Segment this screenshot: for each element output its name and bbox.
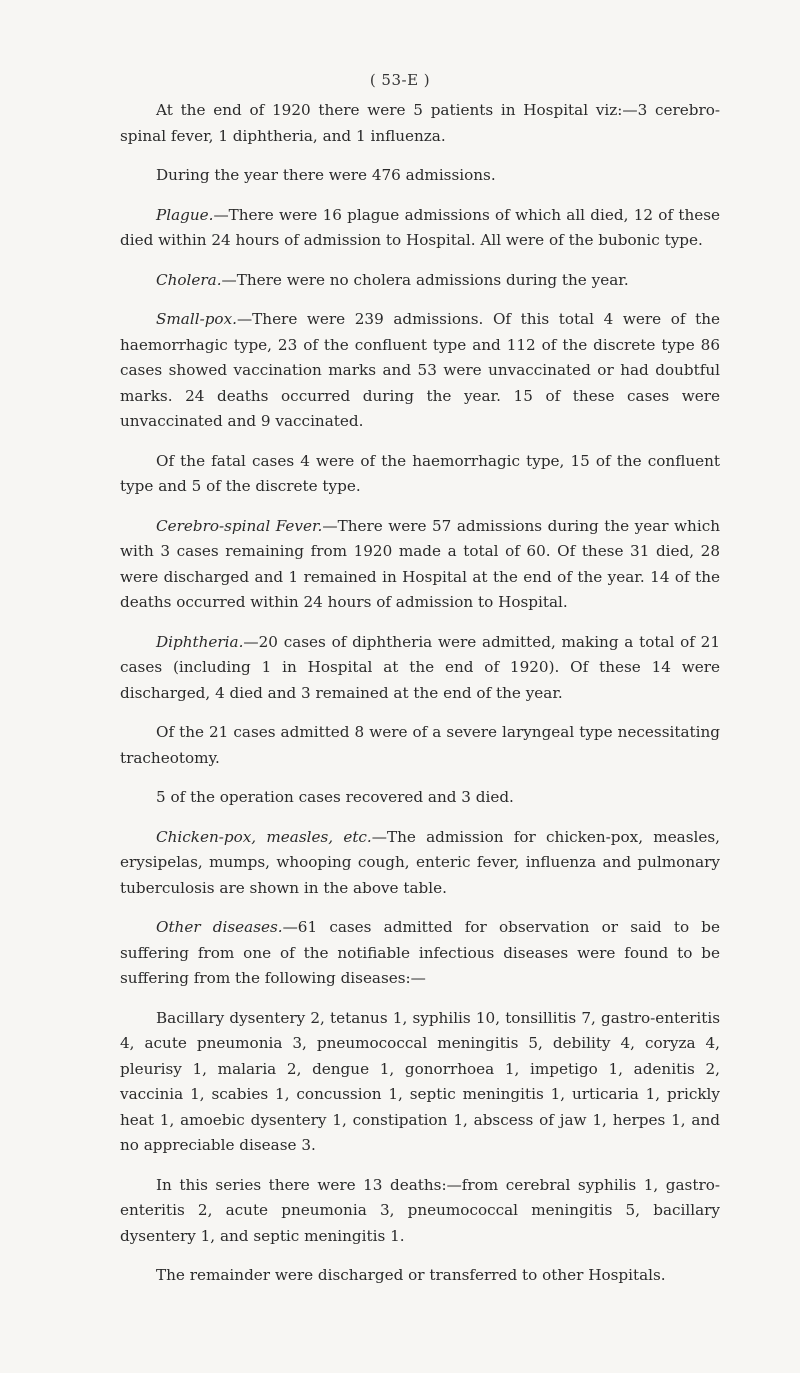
paragraph-text: Of the 21 cases admitted 8 were of a severe laryngeal type necessitating tracheotomy. [120, 723, 720, 767]
paragraph-heading-cerebro-spinal-fever: Cerebro-spinal Fever. [156, 516, 323, 535]
paragraph-diphtheria-laryngeal [120, 720, 720, 771]
paragraph-small-pox [120, 307, 720, 435]
paragraph-text: —There were no cholera admissions during the year. [221, 270, 629, 289]
paragraph-text: —There were 16 plague admissions of which all died, 12 of these died within 24 hours of admission to Hospital. All were of the bubonic type. [120, 205, 720, 249]
paragraph-text: —The admission for chicken-pox, measles, erysipelas, mumps, whooping cough, enteric fever, influenza and pulmonary tuberculosis are shown in the above table. [120, 827, 720, 897]
document-body [120, 98, 720, 1303]
paragraph-text: 5 of the operation cases recovered and 3 died. [156, 788, 514, 806]
paragraph-text: During the year there were 476 admissions. [156, 166, 496, 184]
paragraph-admissions [120, 163, 720, 189]
paragraph-operation-cases [120, 785, 720, 811]
paragraph-plague [120, 203, 720, 254]
paragraph-diphtheria [120, 630, 720, 707]
paragraph-year-end-patients [120, 98, 720, 149]
paragraph-heading-diphtheria: Diphtheria. [156, 632, 244, 651]
paragraph-heading-plague: Plague. [156, 205, 214, 224]
paragraph-other-diseases [120, 915, 720, 992]
paragraph-remainder [120, 1263, 720, 1289]
paragraph-text: Of the fatal cases 4 were of the haemorrhagic type, 15 of the confluent type and 5 of the discrete type. [120, 451, 720, 495]
paragraph-text: At the end of 1920 there were 5 patients in Hospital viz:—3 cerebro-spinal fever, 1 diphtheria, and 1 influenza. [120, 101, 720, 145]
paragraph-text: —There were 239 admissions. Of this total 4 were of the haemorrhagic type, 23 of the confluent type and 112 of the discrete type 86 cases showed vaccination marks and 53 were unvaccinated or had doubtful marks. 24 deaths occurred during the year. 15 of these cases were unvaccinated and 9 vaccinated. [120, 310, 720, 430]
paragraph-heading-other-diseases: Other diseases. [156, 918, 283, 936]
paragraph-heading-small-pox: Small-pox. [156, 310, 237, 328]
paragraph-deaths-series [120, 1173, 720, 1250]
paragraph-chicken-pox-measles [120, 825, 720, 902]
paragraph-small-pox-fatal [120, 449, 720, 500]
page-number: ( 53-E ) [369, 71, 431, 89]
paragraph-text: Bacillary dysentery 2, tetanus 1, syphilis 10, tonsillitis 7, gastro-enteritis 4, acute pneumonia 3, pneumococcal meningitis 5, debility 4, coryza 4, pleurisy 1, malaria 2, dengue 1, gonorrhoea 1, impetigo 1, adenitis 2, vaccinia 1, scabies 1, concussion 1, septic meningitis 1, urticaria 1, prickly heat 1, amoebic dysentery 1, constipation 1, abscess of jaw 1, herpes 1, and no appreciable disease 3. [120, 1008, 720, 1154]
paragraph-heading-chicken-pox: Chicken-pox, measles, etc. [156, 827, 372, 846]
paragraph-text: —61 cases admitted for observation or said to be suffering from one of the notifiable infectious diseases were found to be suffering from the following diseases:— [120, 918, 721, 987]
paragraph-text: The remainder were discharged or transferred to other Hospitals. [156, 1266, 666, 1284]
paragraph-heading-cholera: Cholera. [156, 270, 222, 289]
paragraph-text: —20 cases of diphtheria were admitted, making a total of 21 cases (including 1 in Hospital at the end of 1920). Of these 14 were discharged, 4 died and 3 remained at the end of the year. [120, 632, 720, 702]
paragraph-cerebro-spinal-fever [120, 514, 720, 616]
paragraph-disease-list [120, 1006, 720, 1159]
paragraph-text: —There were 57 admissions during the year which with 3 cases remaining from 1920 made a total of 60. Of these 31 died, 28 were discharged and 1 remained in Hospital at the end of the year. 14 of the deaths occurred within 24 hours of admission to Hospital. [120, 516, 720, 611]
paragraph-text: In this series there were 13 deaths:—from cerebral syphilis 1, gastro-enteritis 2, acute pneumonia 3, pneumococcal meningitis 5, bacillary dysentery 1, and septic meningitis 1. [120, 1175, 720, 1245]
paragraph-cholera [120, 268, 720, 294]
